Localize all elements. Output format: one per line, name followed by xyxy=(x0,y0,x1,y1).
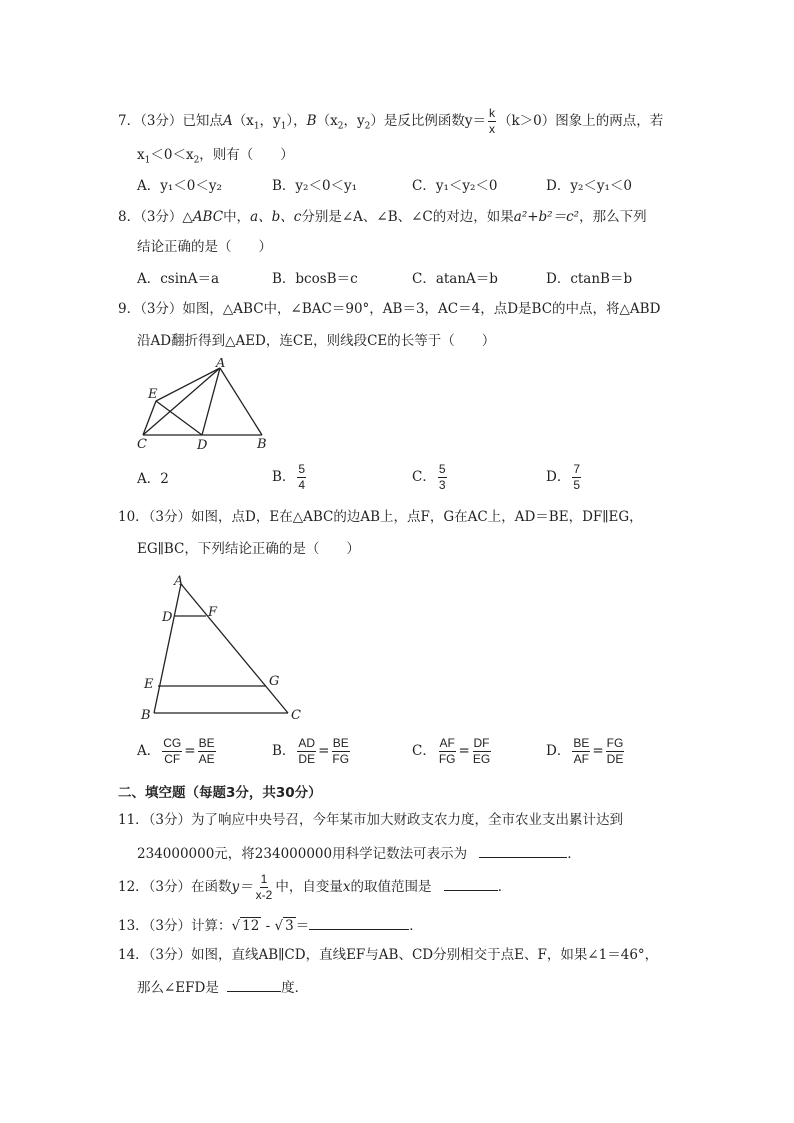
q8-option-b[interactable]: B．bcosB＝c xyxy=(272,271,358,287)
q9-option-c[interactable]: C． $\frac{5}{3}$ xyxy=(412,462,446,492)
q10-line2: EG∥BC，下列结论正确的是（ ） xyxy=(137,541,360,557)
q10-option-b[interactable]: B． $\frac{AD}{DE}$ = $\frac{BE}{FG}$ xyxy=(272,736,350,766)
q12-answer-blank[interactable] xyxy=(444,876,498,891)
q11-line1: 11．（3分）为了响应中央号召，今年某市加大财政支农力度，全市农业支出累计达到 xyxy=(118,812,624,828)
q9-label-c: C xyxy=(137,437,147,452)
q10-label-g: G xyxy=(269,674,280,689)
q9-label-a: A xyxy=(216,358,226,371)
q7-line1: 7．（3分）已知点$A(x_1$，$y_1$），$B(x_2$，$y_2$）是反比例函数y＝ $\frac{k}{x}$ （k＞0）图象上的两点，若 xyxy=(118,106,664,136)
q13-sqrt-3: √ 3 xyxy=(274,918,294,934)
q10-label-b: B xyxy=(141,708,151,723)
q14-line1: 14．（3分）如图，直线AB∥CD，直线EF与AB、CD分别相交于点E、F，如果∠1＝46°， xyxy=(118,947,659,963)
q9-line-AB xyxy=(220,368,262,435)
q7-fraction: $\frac{k}{x}$ xyxy=(488,106,495,136)
q9-line-AD xyxy=(202,368,220,435)
q9-label-d: D xyxy=(197,438,208,453)
q7-line2: $x_1<0<x_2$，则有（ ） xyxy=(137,147,294,166)
q7-option-b[interactable]: B．y₂＜0＜y₁ xyxy=(272,178,358,194)
q9-label-e: E xyxy=(148,387,158,402)
q13-sqrt-12: √ 12 xyxy=(231,918,260,934)
q9-line1: 9．（3分）如图，△ABC中，∠BAC＝90°，AB＝3，AC＝4，点D是BC的中点，将△ABD xyxy=(118,301,661,317)
q9-option-b[interactable]: B． $\frac{5}{4}$ xyxy=(272,462,306,492)
q8-line2: 结论正确的是（ ） xyxy=(137,239,272,255)
q10-option-d[interactable]: D． $\frac{BE}{AF}$ = $\frac{FG}{DE}$ xyxy=(546,736,624,766)
q10-label-c: C xyxy=(291,708,301,723)
q10-label-f: F xyxy=(208,605,218,620)
q14-answer-blank[interactable] xyxy=(227,977,281,992)
q9-figure xyxy=(132,358,282,458)
q9-label-b: B xyxy=(257,437,267,452)
q10-label-e: E xyxy=(144,677,154,692)
q10-figure xyxy=(138,572,308,724)
q8-option-a[interactable]: A．csinA＝a xyxy=(137,271,220,287)
q7-option-a[interactable]: A．y₁＜0＜y₂ xyxy=(137,178,222,194)
q9-option-d[interactable]: D． $\frac{7}{5}$ xyxy=(546,462,581,492)
q8-option-c[interactable]: C．atanA＝b xyxy=(412,271,498,287)
q14-line2: 那么∠EFD是 度． xyxy=(137,977,308,997)
q10-label-d: D xyxy=(162,610,173,625)
q9-line2: 沿AD翻折得到△AED，连CE，则线段CE的长等于（ ） xyxy=(137,333,496,349)
q7-option-c[interactable]: C．y₁＜y₂＜0 xyxy=(412,178,498,194)
q13-answer-blank[interactable] xyxy=(309,915,409,930)
q11-answer-blank[interactable] xyxy=(479,843,567,858)
q10-option-c[interactable]: C． $\frac{AF}{FG}$ = $\frac{DF}{EG}$ xyxy=(412,736,491,766)
q8-line1: 8．（3分）△ABC中，a、b、c分别是∠A、∠B、∠C的对边，如果a²+b²＝c²，那么下列 xyxy=(118,209,647,225)
q9-option-a[interactable]: A．2 xyxy=(137,471,169,487)
q13-line: 13．（3分）计算：√ 12 - √ 3 ＝ ． xyxy=(118,915,423,935)
section-fill-in-blank-title: 二、填空题（每题3分，共30分） xyxy=(118,785,322,801)
q11-line2: 234000000元，将234000000用科学记数法可表示为 ． xyxy=(137,843,581,863)
q10-line1: 10．（3分）如图，点D，E在△ABC的边AB上，点F，G在AC上，AD＝BE，DF∥EG， xyxy=(118,509,643,525)
q12-fraction: $\frac{1}{x-2}$ xyxy=(255,872,273,902)
q10-label-a: A xyxy=(174,574,184,589)
q10-line-AB xyxy=(154,584,181,713)
q10-line-AC xyxy=(181,584,288,713)
q7-option-d[interactable]: D．y₂＜y₁＜0 xyxy=(546,178,632,194)
q10-option-a[interactable]: A． $\frac{CG}{CF}$ = $\frac{BE}{AE}$ xyxy=(137,736,215,766)
q12-line: 12．（3分）在函数y＝ $\frac{1}{x-2}$ 中，自变量x的取值范围是 ． xyxy=(118,872,512,902)
q8-option-d[interactable]: D．ctanB＝b xyxy=(546,271,633,287)
